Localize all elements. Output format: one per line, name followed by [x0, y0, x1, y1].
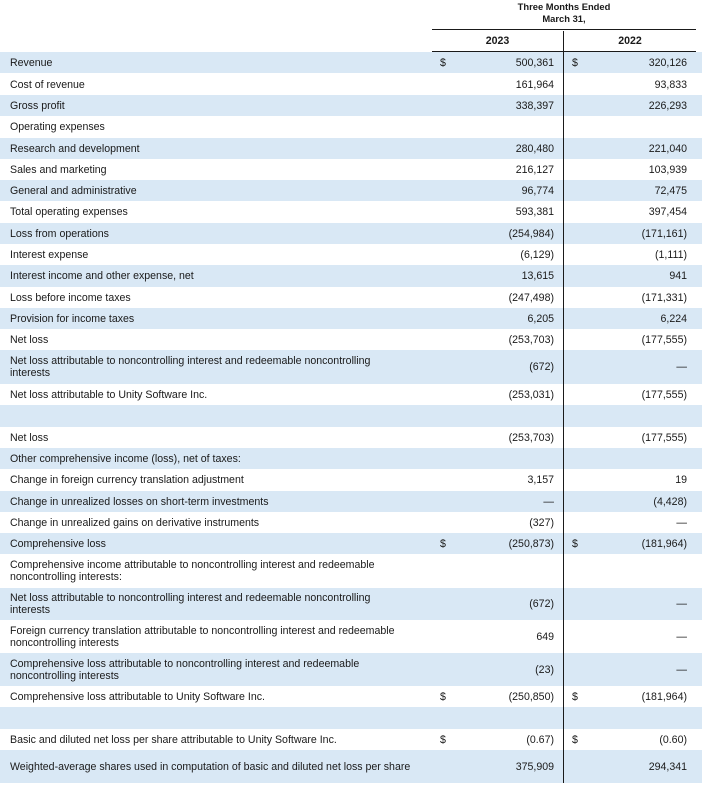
table-row — [0, 180, 702, 201]
value-2023: 649 — [536, 630, 554, 643]
value-2022: 103,939 — [648, 163, 687, 176]
value-2022: — — [676, 516, 687, 529]
table-row — [0, 95, 702, 116]
period-line-1: Three Months Ended — [517, 1, 611, 12]
table-row — [0, 729, 702, 750]
value-2022: (1,111) — [655, 248, 687, 261]
currency-symbol-2023: $ — [440, 537, 446, 550]
table-row — [0, 686, 702, 707]
value-2023 — [480, 405, 554, 427]
currency-symbol-2023: $ — [440, 56, 446, 69]
currency-symbol-2023: $ — [440, 690, 446, 703]
value-2023: 6,205 — [527, 312, 554, 325]
value-2023: (250,873) — [508, 537, 554, 550]
row-label: Basic and diluted net loss per share attributable to Unity Software Inc. — [10, 733, 337, 746]
value-2023: 96,774 — [521, 184, 554, 197]
row-label: Comprehensive loss attributable to Unity Software Inc. — [10, 690, 265, 703]
value-2022: — — [676, 630, 687, 643]
row-label: Cost of revenue — [10, 78, 85, 91]
table-row — [0, 244, 702, 265]
value-2022: (181,964) — [641, 690, 687, 703]
table-row — [0, 427, 702, 448]
table-row — [0, 750, 702, 783]
row-label: Research and development — [10, 142, 140, 155]
value-2022: (177,555) — [641, 388, 687, 401]
value-2023: (6,129) — [520, 248, 554, 261]
value-2022: (181,964) — [641, 537, 687, 550]
table-row — [0, 329, 702, 350]
row-label: Operating expenses — [10, 121, 105, 133]
row-label — [10, 707, 412, 729]
table-row — [0, 74, 702, 95]
value-2022: 294,341 — [648, 760, 687, 773]
table-row — [0, 653, 702, 686]
row-label: Revenue — [10, 56, 53, 69]
currency-symbol-2022: $ — [572, 56, 578, 69]
value-2023 — [480, 554, 554, 588]
row-label: Comprehensive loss attributable to noncontrolling interest and redeemable noncontrolling interests — [10, 657, 360, 682]
row-label: Net loss — [10, 333, 49, 346]
value-2022: — — [676, 663, 687, 676]
value-2023 — [480, 116, 554, 138]
value-2023: (247,498) — [508, 291, 554, 304]
row-label: Gross profit — [10, 99, 65, 112]
value-2022 — [610, 554, 687, 588]
value-2022: 320,126 — [648, 56, 687, 69]
table-row — [0, 138, 702, 159]
row-label: Net loss — [10, 431, 49, 444]
value-2022: (4,428) — [653, 495, 687, 508]
value-2022: 72,475 — [654, 184, 687, 197]
value-2022: 397,454 — [648, 206, 687, 218]
year-2022-heading: 2022 — [618, 35, 642, 47]
row-label: Comprehensive loss — [10, 537, 106, 550]
value-2023: (253,031) — [508, 388, 554, 401]
value-2022: 226,293 — [648, 99, 687, 112]
value-2023: 280,480 — [515, 142, 554, 155]
value-2023: (0.67) — [526, 733, 554, 746]
row-label: Provision for income taxes — [10, 312, 135, 325]
table-row — [0, 405, 702, 427]
table-row — [0, 116, 702, 138]
value-2023: 338,397 — [515, 99, 554, 112]
value-2022 — [610, 707, 687, 729]
value-2023 — [480, 707, 554, 729]
table-row — [0, 491, 702, 512]
row-label: Net loss attributable to noncontrolling interest and redeemable noncontrolling interests — [10, 355, 371, 379]
row-label: Interest income and other expense, net — [10, 270, 194, 282]
row-label: Total operating expenses — [10, 206, 128, 218]
value-2023: (253,703) — [508, 333, 554, 346]
row-label: Foreign currency translation attributable to noncontrolling interest and redeemable noncontrolling interests — [10, 624, 395, 649]
value-2023: 375,909 — [515, 760, 554, 773]
currency-symbol-2023: $ — [440, 733, 446, 746]
table-row — [0, 469, 702, 491]
value-2022: (177,555) — [641, 431, 687, 444]
table-row — [0, 287, 702, 308]
value-2023: (253,703) — [508, 431, 554, 444]
value-2023: (327) — [529, 516, 554, 529]
value-2023: 593,381 — [515, 206, 554, 218]
table-row — [0, 533, 702, 554]
table-row — [0, 512, 702, 533]
value-2022: (171,161) — [641, 227, 687, 240]
row-label: Change in unrealized gains on derivative instruments — [10, 516, 260, 529]
row-label: Loss before income taxes — [10, 291, 131, 304]
row-label — [10, 405, 412, 427]
currency-symbol-2022: $ — [572, 537, 578, 550]
header-rule-top — [432, 29, 696, 30]
value-2022: (0.60) — [659, 733, 687, 746]
row-label: Net loss attributable to noncontrolling interest and redeemable noncontrolling interests — [10, 592, 371, 616]
value-2023: 500,361 — [515, 56, 554, 69]
value-2022 — [610, 405, 687, 427]
value-2022 — [610, 448, 687, 469]
row-label: Comprehensive income attributable to noncontrolling interest and redeemable noncontrolling interests: — [10, 559, 375, 583]
table-row — [0, 159, 702, 180]
table-row — [0, 265, 702, 287]
row-label: Change in unrealized losses on short-term investments — [10, 495, 269, 508]
row-label: Loss from operations — [10, 227, 109, 240]
value-2022: (171,331) — [641, 291, 687, 304]
value-2022: 221,040 — [648, 142, 687, 155]
currency-symbol-2022: $ — [572, 733, 578, 746]
table-row — [0, 223, 702, 244]
period-line-2: March 31, — [542, 13, 586, 24]
table-row — [0, 350, 702, 384]
value-2023: 216,127 — [515, 163, 554, 176]
value-2023: 3,157 — [527, 474, 554, 486]
row-label: Net loss attributable to Unity Software Inc. — [10, 388, 208, 401]
value-2023 — [480, 448, 554, 469]
value-2022: 6,224 — [660, 312, 687, 325]
table-row — [0, 201, 702, 223]
value-2022 — [610, 116, 687, 138]
value-2023: (672) — [529, 598, 554, 610]
row-label: Weighted-average shares used in computation of basic and diluted net loss per share — [10, 760, 411, 773]
value-2023: (23) — [535, 663, 554, 676]
value-2022: 941 — [669, 270, 687, 282]
value-2023: (250,850) — [508, 690, 554, 703]
table-row — [0, 308, 702, 329]
table-row — [0, 384, 702, 405]
value-2023: — — [543, 495, 554, 508]
value-2022: (177,555) — [641, 333, 687, 346]
row-label: Other comprehensive income (loss), net of taxes: — [10, 452, 241, 465]
period-header — [432, 1, 696, 25]
table-row — [0, 620, 702, 653]
value-2023: (672) — [529, 361, 554, 373]
row-label: Interest expense — [10, 248, 89, 261]
currency-symbol-2022: $ — [572, 690, 578, 703]
value-2022: 19 — [675, 474, 687, 486]
year-2023-heading: 2023 — [485, 35, 510, 47]
table-row — [0, 52, 702, 73]
value-2023: 13,615 — [521, 270, 554, 282]
value-2022: — — [676, 361, 687, 373]
value-2022: — — [676, 598, 687, 610]
table-row — [0, 588, 702, 620]
row-label: General and administrative — [10, 184, 137, 197]
row-label: Change in foreign currency translation adjustment — [10, 474, 244, 486]
column-divider — [563, 31, 564, 783]
table-row — [0, 448, 702, 469]
table-row — [0, 554, 702, 588]
value-2023: 161,964 — [515, 78, 554, 91]
value-2022: 93,833 — [654, 78, 687, 91]
value-2023: (254,984) — [508, 227, 554, 240]
table-row — [0, 707, 702, 729]
row-label: Sales and marketing — [10, 163, 107, 176]
